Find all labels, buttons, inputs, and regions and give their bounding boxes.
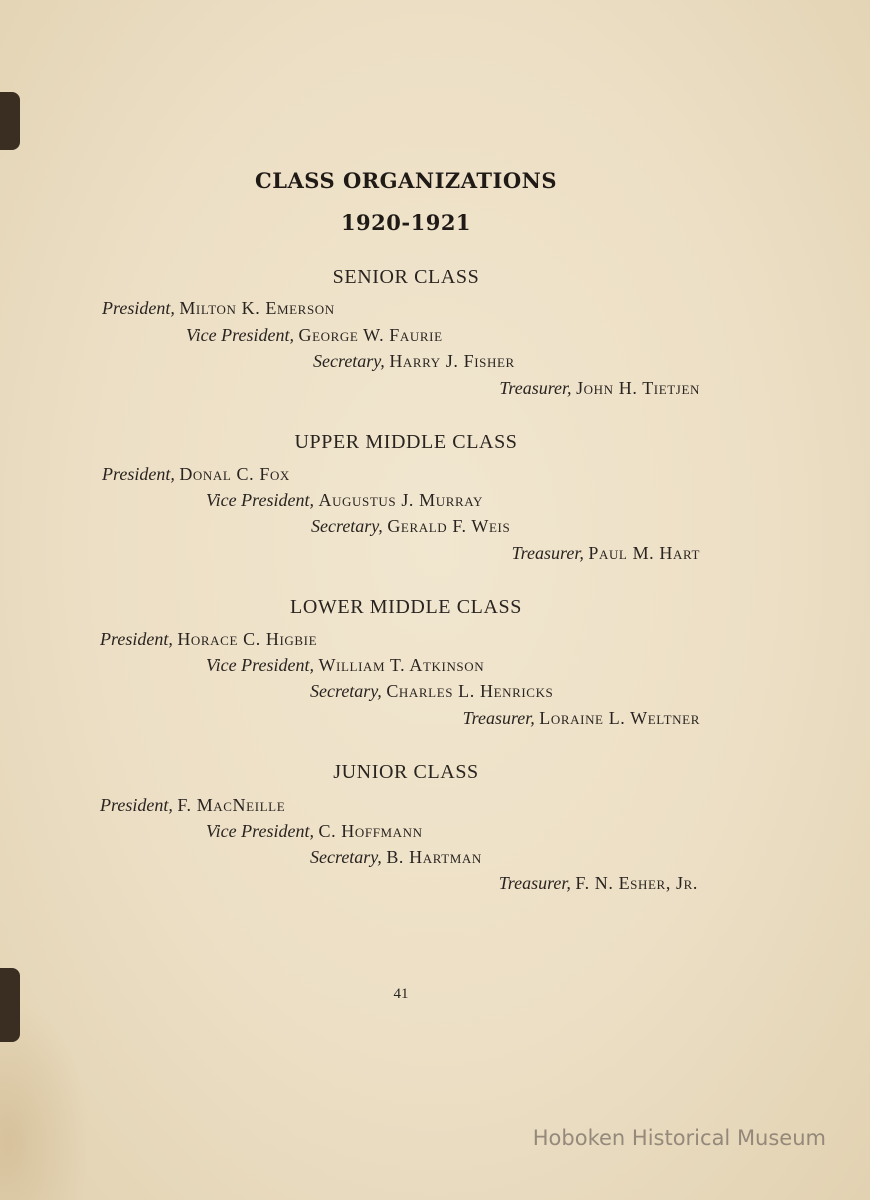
lower-middle-secretary [310,681,553,702]
officer-name: Donal C. Fox [179,464,290,484]
page-title: CLASS ORGANIZATIONS [254,168,558,193]
junior-president [100,795,285,816]
officer-role: Treasurer, [511,543,584,563]
officer-role: Vice President, [206,821,314,841]
year-heading: 1920-1921 [340,210,472,235]
officer-role: Vice President, [206,490,314,510]
officer-name: Augustus J. Murray [318,490,484,510]
page-number: 41 [393,986,409,1002]
class-heading-lower-middle: LOWER MIDDLE CLASS [290,596,522,618]
officer-role: Vice President, [186,325,294,345]
officer-name: Loraine L. Weltner [539,708,700,728]
senior-treasurer [499,378,700,399]
upper-middle-treasurer [512,543,700,564]
officer-role: Vice President, [206,655,314,675]
officer-role: Secretary, [313,351,385,371]
upper-middle-president [102,464,290,485]
class-heading-junior: JUNIOR CLASS [333,761,479,783]
senior-vice-president [186,325,443,346]
officer-name: Harry J. Fisher [389,351,515,371]
officer-name: Paul M. Hart [588,543,700,563]
officer-role: Treasurer, [498,873,571,893]
officer-role: President, [102,464,175,484]
officer-name: Milton K. Emerson [179,298,335,318]
lower-middle-treasurer [463,708,700,729]
lower-middle-president [100,629,317,650]
binding-hole [0,92,20,150]
officer-name: C. Hoffmann [318,821,423,841]
officer-role: Treasurer, [499,378,572,398]
upper-middle-vice-president [206,490,483,511]
officer-name: George W. Faurie [298,325,443,345]
officer-role: President, [100,629,173,649]
officer-name: Horace C. Higbie [177,629,318,649]
lower-middle-vice-president [206,655,484,676]
senior-president [102,298,335,319]
junior-vice-president [206,821,423,842]
watermark: Hoboken Historical Museum [532,1126,826,1150]
officer-role: Treasurer, [462,708,535,728]
officer-role: Secretary, [310,681,382,701]
officer-name: F. N. Esher, Jr. [575,873,698,893]
junior-treasurer [499,873,698,894]
officer-name: F. MacNeille [177,795,286,815]
senior-secretary [313,351,515,372]
junior-secretary [310,847,482,868]
class-heading-senior: SENIOR CLASS [332,266,480,288]
class-heading-upper-middle: UPPER MIDDLE CLASS [294,431,518,453]
officer-name: Gerald F. Weis [387,516,511,536]
officer-role: Secretary, [311,516,383,536]
binding-hole [0,968,20,1042]
officer-name: B. Hartman [386,847,482,867]
upper-middle-secretary [311,516,510,537]
officer-name: William T. Atkinson [318,655,485,675]
officer-role: President, [102,298,175,318]
officer-name: Charles L. Henricks [386,681,554,701]
officer-role: President, [100,795,173,815]
officer-role: Secretary, [310,847,382,867]
officer-name: John H. Tietjen [576,378,700,398]
